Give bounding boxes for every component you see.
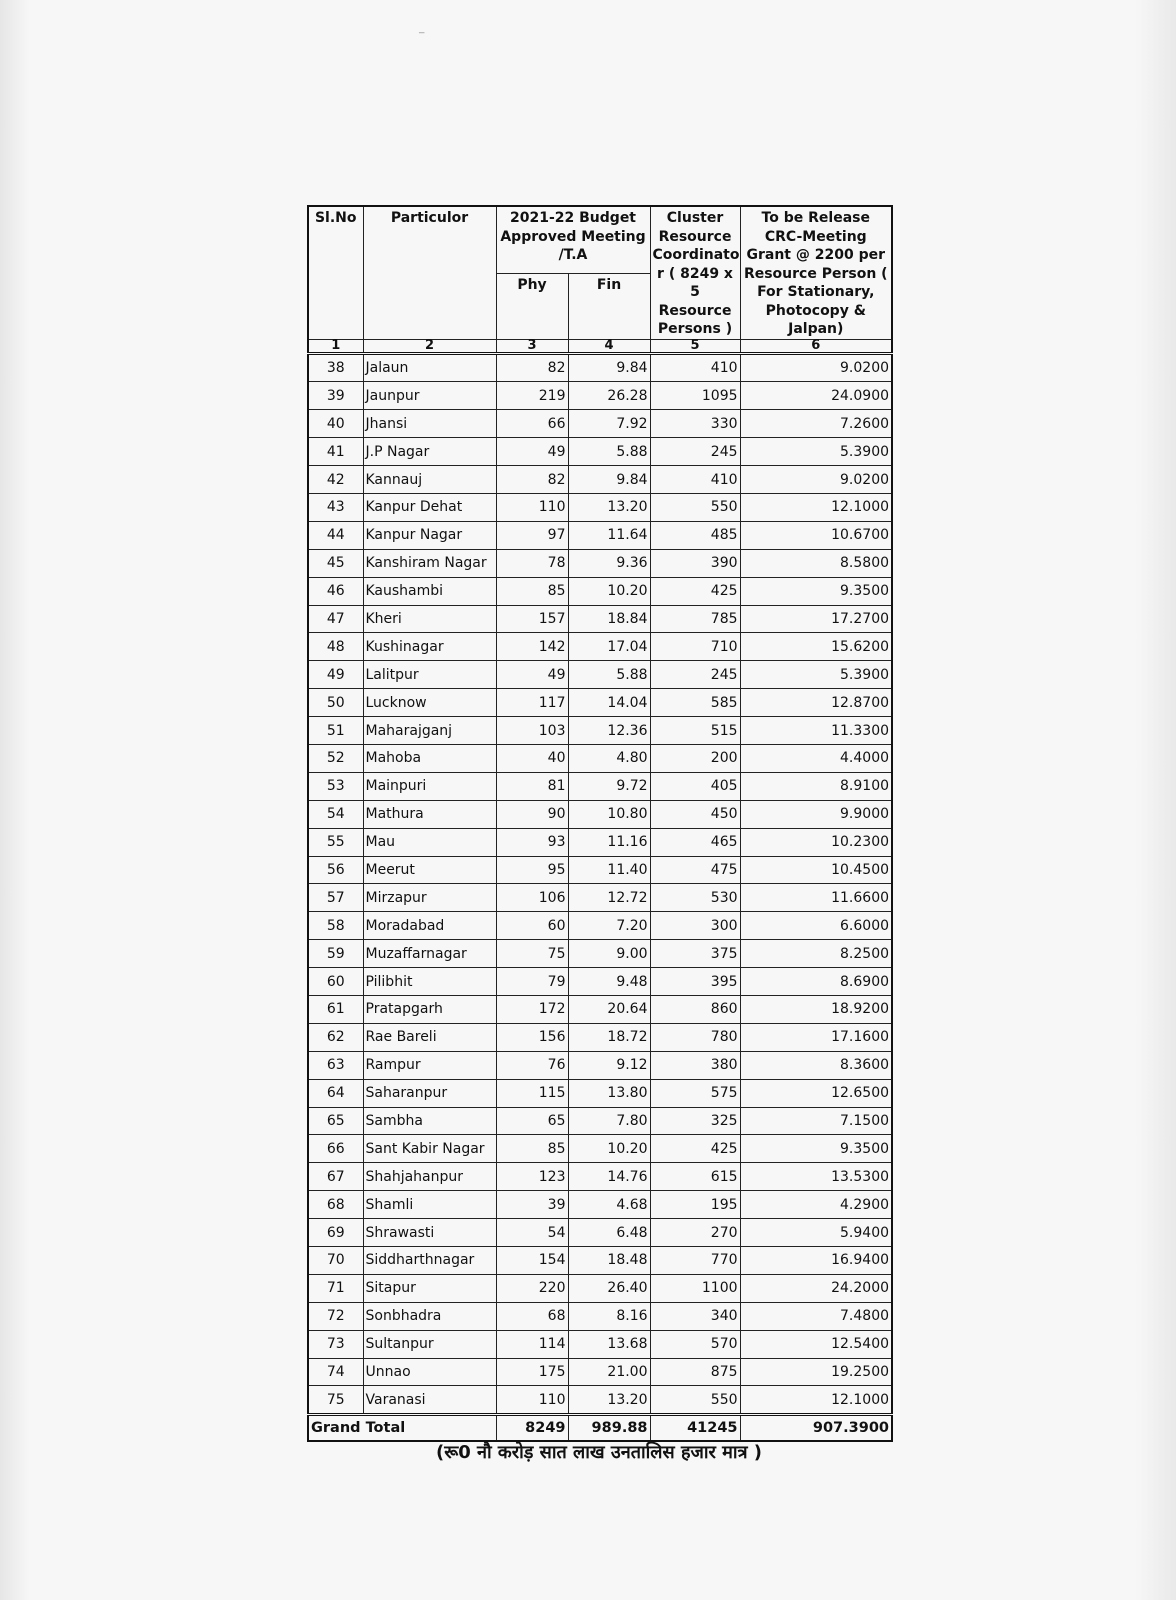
row-sl-no: 45 bbox=[308, 549, 363, 577]
row-sl-no: 59 bbox=[308, 940, 363, 968]
row-release: 12.8700 bbox=[740, 689, 892, 717]
row-phy: 115 bbox=[496, 1079, 568, 1107]
row-fin: 13.20 bbox=[568, 493, 650, 521]
row-phy: 114 bbox=[496, 1330, 568, 1358]
row-fin: 7.20 bbox=[568, 912, 650, 940]
row-crc: 485 bbox=[650, 521, 740, 549]
row-fin: 9.84 bbox=[568, 353, 650, 382]
row-phy: 110 bbox=[496, 493, 568, 521]
table-row bbox=[308, 1079, 892, 1107]
row-crc: 380 bbox=[650, 1051, 740, 1079]
table-row bbox=[308, 800, 892, 828]
row-crc: 615 bbox=[650, 1163, 740, 1191]
row-fin: 4.80 bbox=[568, 744, 650, 772]
row-fin: 14.76 bbox=[568, 1163, 650, 1191]
row-crc: 770 bbox=[650, 1247, 740, 1275]
row-crc: 710 bbox=[650, 633, 740, 661]
row-fin: 13.20 bbox=[568, 1386, 650, 1415]
table-row bbox=[308, 1023, 892, 1051]
table-row bbox=[308, 772, 892, 800]
row-release: 18.9200 bbox=[740, 995, 892, 1023]
row-district-name: Muzaffarnagar bbox=[363, 940, 496, 968]
row-sl-no: 57 bbox=[308, 884, 363, 912]
row-crc: 245 bbox=[650, 438, 740, 466]
row-release: 4.2900 bbox=[740, 1191, 892, 1219]
table-row bbox=[308, 1247, 892, 1275]
row-phy: 40 bbox=[496, 744, 568, 772]
row-phy: 123 bbox=[496, 1163, 568, 1191]
row-district-name: Pratapgarh bbox=[363, 995, 496, 1023]
row-release: 15.6200 bbox=[740, 633, 892, 661]
row-crc: 195 bbox=[650, 1191, 740, 1219]
row-crc: 860 bbox=[650, 995, 740, 1023]
table-row bbox=[308, 744, 892, 772]
row-phy: 172 bbox=[496, 995, 568, 1023]
row-crc: 530 bbox=[650, 884, 740, 912]
row-phy: 75 bbox=[496, 940, 568, 968]
row-sl-no: 53 bbox=[308, 772, 363, 800]
row-crc: 330 bbox=[650, 410, 740, 438]
row-fin: 11.16 bbox=[568, 828, 650, 856]
row-release: 11.3300 bbox=[740, 717, 892, 745]
table-row bbox=[308, 884, 892, 912]
row-release: 9.3500 bbox=[740, 577, 892, 605]
row-crc: 425 bbox=[650, 577, 740, 605]
table-row bbox=[308, 1358, 892, 1386]
row-release: 19.2500 bbox=[740, 1358, 892, 1386]
row-fin: 17.04 bbox=[568, 633, 650, 661]
row-district-name: Siddharthnagar bbox=[363, 1247, 496, 1275]
row-release: 24.2000 bbox=[740, 1274, 892, 1302]
row-phy: 154 bbox=[496, 1247, 568, 1275]
row-district-name: Kanpur Dehat bbox=[363, 493, 496, 521]
grand-total-label: Grand Total bbox=[308, 1415, 496, 1442]
row-crc: 410 bbox=[650, 466, 740, 494]
row-release: 24.0900 bbox=[740, 382, 892, 410]
table-row bbox=[308, 577, 892, 605]
row-sl-no: 65 bbox=[308, 1107, 363, 1135]
row-district-name: Mainpuri bbox=[363, 772, 496, 800]
row-crc: 425 bbox=[650, 1135, 740, 1163]
row-sl-no: 67 bbox=[308, 1163, 363, 1191]
header-release: To be Release CRC-Meeting Grant @ 2200 per Resource Person ( For Stationary, Photocopy & Jalpan) bbox=[740, 206, 892, 339]
row-crc: 875 bbox=[650, 1358, 740, 1386]
table-row bbox=[308, 1163, 892, 1191]
table-row bbox=[308, 1274, 892, 1302]
row-crc: 550 bbox=[650, 493, 740, 521]
row-release: 7.4800 bbox=[740, 1302, 892, 1330]
row-crc: 245 bbox=[650, 661, 740, 689]
grand-total-release: 907.3900 bbox=[740, 1415, 892, 1442]
row-sl-no: 70 bbox=[308, 1247, 363, 1275]
row-release: 17.1600 bbox=[740, 1023, 892, 1051]
row-district-name: Unnao bbox=[363, 1358, 496, 1386]
table-row bbox=[308, 410, 892, 438]
crc-grant-table bbox=[307, 205, 893, 1442]
table-row bbox=[308, 1191, 892, 1219]
row-phy: 66 bbox=[496, 410, 568, 438]
row-crc: 390 bbox=[650, 549, 740, 577]
row-fin: 7.80 bbox=[568, 1107, 650, 1135]
row-district-name: Jhansi bbox=[363, 410, 496, 438]
row-district-name: Shamli bbox=[363, 1191, 496, 1219]
header-fin: Fin bbox=[568, 274, 650, 339]
row-crc: 570 bbox=[650, 1330, 740, 1358]
table-row bbox=[308, 493, 892, 521]
row-fin: 11.40 bbox=[568, 856, 650, 884]
table-row bbox=[308, 912, 892, 940]
row-crc: 340 bbox=[650, 1302, 740, 1330]
row-fin: 13.68 bbox=[568, 1330, 650, 1358]
row-release: 9.0200 bbox=[740, 466, 892, 494]
row-release: 13.5300 bbox=[740, 1163, 892, 1191]
row-phy: 68 bbox=[496, 1302, 568, 1330]
table-row bbox=[308, 1051, 892, 1079]
row-district-name: Kaushambi bbox=[363, 577, 496, 605]
scan-edge-right bbox=[1136, 0, 1176, 1600]
column-number: 3 bbox=[496, 339, 568, 353]
row-sl-no: 64 bbox=[308, 1079, 363, 1107]
table-row bbox=[308, 382, 892, 410]
row-crc: 785 bbox=[650, 605, 740, 633]
row-sl-no: 73 bbox=[308, 1330, 363, 1358]
row-phy: 60 bbox=[496, 912, 568, 940]
row-sl-no: 49 bbox=[308, 661, 363, 689]
column-number-row bbox=[308, 339, 892, 353]
table-row bbox=[308, 661, 892, 689]
row-phy: 93 bbox=[496, 828, 568, 856]
row-release: 5.3900 bbox=[740, 438, 892, 466]
row-phy: 39 bbox=[496, 1191, 568, 1219]
column-number: 1 bbox=[308, 339, 363, 353]
row-sl-no: 44 bbox=[308, 521, 363, 549]
row-crc: 515 bbox=[650, 717, 740, 745]
table-row bbox=[308, 466, 892, 494]
row-phy: 65 bbox=[496, 1107, 568, 1135]
row-phy: 95 bbox=[496, 856, 568, 884]
row-release: 12.6500 bbox=[740, 1079, 892, 1107]
row-sl-no: 74 bbox=[308, 1358, 363, 1386]
row-phy: 90 bbox=[496, 800, 568, 828]
table-row bbox=[308, 1135, 892, 1163]
row-sl-no: 62 bbox=[308, 1023, 363, 1051]
row-sl-no: 75 bbox=[308, 1386, 363, 1415]
row-sl-no: 40 bbox=[308, 410, 363, 438]
row-sl-no: 50 bbox=[308, 689, 363, 717]
row-fin: 10.20 bbox=[568, 577, 650, 605]
row-district-name: Jaunpur bbox=[363, 382, 496, 410]
row-fin: 18.48 bbox=[568, 1247, 650, 1275]
row-crc: 1100 bbox=[650, 1274, 740, 1302]
table-row bbox=[308, 1386, 892, 1415]
row-phy: 175 bbox=[496, 1358, 568, 1386]
row-district-name: Mau bbox=[363, 828, 496, 856]
row-phy: 103 bbox=[496, 717, 568, 745]
row-district-name: Maharajganj bbox=[363, 717, 496, 745]
row-phy: 82 bbox=[496, 353, 568, 382]
table-row bbox=[308, 1302, 892, 1330]
row-sl-no: 55 bbox=[308, 828, 363, 856]
row-phy: 97 bbox=[496, 521, 568, 549]
row-crc: 325 bbox=[650, 1107, 740, 1135]
row-sl-no: 63 bbox=[308, 1051, 363, 1079]
row-crc: 585 bbox=[650, 689, 740, 717]
table-row bbox=[308, 1219, 892, 1247]
row-crc: 450 bbox=[650, 800, 740, 828]
row-district-name: Kanshiram Nagar bbox=[363, 549, 496, 577]
row-sl-no: 52 bbox=[308, 744, 363, 772]
row-fin: 13.80 bbox=[568, 1079, 650, 1107]
row-crc: 270 bbox=[650, 1219, 740, 1247]
column-number: 6 bbox=[740, 339, 892, 353]
column-number: 2 bbox=[363, 339, 496, 353]
row-district-name: Sitapur bbox=[363, 1274, 496, 1302]
row-release: 8.2500 bbox=[740, 940, 892, 968]
row-district-name: Jalaun bbox=[363, 353, 496, 382]
row-fin: 20.64 bbox=[568, 995, 650, 1023]
row-release: 7.2600 bbox=[740, 410, 892, 438]
row-phy: 157 bbox=[496, 605, 568, 633]
row-fin: 4.68 bbox=[568, 1191, 650, 1219]
row-release: 5.9400 bbox=[740, 1219, 892, 1247]
table-body bbox=[308, 353, 892, 1415]
row-phy: 49 bbox=[496, 661, 568, 689]
row-release: 11.6600 bbox=[740, 884, 892, 912]
row-district-name: Mahoba bbox=[363, 744, 496, 772]
row-phy: 156 bbox=[496, 1023, 568, 1051]
row-crc: 550 bbox=[650, 1386, 740, 1415]
row-release: 7.1500 bbox=[740, 1107, 892, 1135]
row-sl-no: 48 bbox=[308, 633, 363, 661]
row-district-name: Kanpur Nagar bbox=[363, 521, 496, 549]
row-fin: 26.28 bbox=[568, 382, 650, 410]
row-crc: 780 bbox=[650, 1023, 740, 1051]
amount-in-words: (रू0 नौ करोड़ सात लाख उनतालिस हजार मात्र ) bbox=[435, 1442, 762, 1463]
row-district-name: Mathura bbox=[363, 800, 496, 828]
row-district-name: Sonbhadra bbox=[363, 1302, 496, 1330]
grand-total-crc: 41245 bbox=[650, 1415, 740, 1442]
row-district-name: Kheri bbox=[363, 605, 496, 633]
row-crc: 575 bbox=[650, 1079, 740, 1107]
row-sl-no: 56 bbox=[308, 856, 363, 884]
row-fin: 5.88 bbox=[568, 438, 650, 466]
table-row bbox=[308, 549, 892, 577]
row-release: 17.2700 bbox=[740, 605, 892, 633]
row-fin: 11.64 bbox=[568, 521, 650, 549]
row-release: 12.5400 bbox=[740, 1330, 892, 1358]
row-district-name: Lucknow bbox=[363, 689, 496, 717]
row-crc: 1095 bbox=[650, 382, 740, 410]
grand-total-row bbox=[308, 1415, 892, 1442]
row-district-name: Rae Bareli bbox=[363, 1023, 496, 1051]
grand-total-phy: 8249 bbox=[496, 1415, 568, 1442]
table-row bbox=[308, 1107, 892, 1135]
table-row bbox=[308, 717, 892, 745]
header-particular: Particulor bbox=[363, 206, 496, 339]
row-release: 9.9000 bbox=[740, 800, 892, 828]
row-fin: 10.20 bbox=[568, 1135, 650, 1163]
row-sl-no: 51 bbox=[308, 717, 363, 745]
scan-mark: ⁻ bbox=[418, 28, 426, 44]
row-sl-no: 66 bbox=[308, 1135, 363, 1163]
scan-edge-left bbox=[0, 0, 30, 1600]
row-crc: 200 bbox=[650, 744, 740, 772]
row-district-name: Shahjahanpur bbox=[363, 1163, 496, 1191]
row-sl-no: 68 bbox=[308, 1191, 363, 1219]
row-fin: 21.00 bbox=[568, 1358, 650, 1386]
row-district-name: Saharanpur bbox=[363, 1079, 496, 1107]
row-crc: 405 bbox=[650, 772, 740, 800]
row-release: 9.0200 bbox=[740, 353, 892, 382]
table-row bbox=[308, 521, 892, 549]
row-district-name: J.P Nagar bbox=[363, 438, 496, 466]
row-fin: 9.72 bbox=[568, 772, 650, 800]
row-fin: 26.40 bbox=[568, 1274, 650, 1302]
row-district-name: Pilibhit bbox=[363, 968, 496, 996]
row-fin: 9.12 bbox=[568, 1051, 650, 1079]
row-release: 8.5800 bbox=[740, 549, 892, 577]
row-district-name: Sant Kabir Nagar bbox=[363, 1135, 496, 1163]
row-fin: 18.72 bbox=[568, 1023, 650, 1051]
row-fin: 8.16 bbox=[568, 1302, 650, 1330]
row-release: 12.1000 bbox=[740, 1386, 892, 1415]
header-phy: Phy bbox=[496, 274, 568, 339]
row-district-name: Kannauj bbox=[363, 466, 496, 494]
row-sl-no: 43 bbox=[308, 493, 363, 521]
table-row bbox=[308, 605, 892, 633]
row-release: 8.9100 bbox=[740, 772, 892, 800]
row-fin: 7.92 bbox=[568, 410, 650, 438]
row-sl-no: 69 bbox=[308, 1219, 363, 1247]
row-fin: 9.00 bbox=[568, 940, 650, 968]
row-release: 6.6000 bbox=[740, 912, 892, 940]
row-phy: 54 bbox=[496, 1219, 568, 1247]
row-fin: 10.80 bbox=[568, 800, 650, 828]
table-row bbox=[308, 353, 892, 382]
row-fin: 6.48 bbox=[568, 1219, 650, 1247]
table-row bbox=[308, 968, 892, 996]
row-sl-no: 60 bbox=[308, 968, 363, 996]
row-crc: 465 bbox=[650, 828, 740, 856]
table-row bbox=[308, 689, 892, 717]
table-row bbox=[308, 828, 892, 856]
column-number: 5 bbox=[650, 339, 740, 353]
row-release: 9.3500 bbox=[740, 1135, 892, 1163]
row-phy: 106 bbox=[496, 884, 568, 912]
table-row bbox=[308, 940, 892, 968]
row-district-name: Sambha bbox=[363, 1107, 496, 1135]
row-district-name: Shrawasti bbox=[363, 1219, 496, 1247]
row-release: 4.4000 bbox=[740, 744, 892, 772]
row-fin: 9.36 bbox=[568, 549, 650, 577]
header-sl-no: Sl.No bbox=[308, 206, 363, 339]
row-phy: 82 bbox=[496, 466, 568, 494]
row-crc: 395 bbox=[650, 968, 740, 996]
column-number: 4 bbox=[568, 339, 650, 353]
row-crc: 410 bbox=[650, 353, 740, 382]
row-sl-no: 39 bbox=[308, 382, 363, 410]
row-fin: 12.36 bbox=[568, 717, 650, 745]
row-sl-no: 38 bbox=[308, 353, 363, 382]
row-fin: 12.72 bbox=[568, 884, 650, 912]
row-sl-no: 46 bbox=[308, 577, 363, 605]
row-district-name: Varanasi bbox=[363, 1386, 496, 1415]
row-release: 10.6700 bbox=[740, 521, 892, 549]
row-phy: 219 bbox=[496, 382, 568, 410]
row-sl-no: 58 bbox=[308, 912, 363, 940]
row-phy: 142 bbox=[496, 633, 568, 661]
row-fin: 14.04 bbox=[568, 689, 650, 717]
row-release: 8.6900 bbox=[740, 968, 892, 996]
table-row bbox=[308, 438, 892, 466]
row-release: 16.9400 bbox=[740, 1247, 892, 1275]
row-district-name: Moradabad bbox=[363, 912, 496, 940]
row-district-name: Meerut bbox=[363, 856, 496, 884]
row-phy: 220 bbox=[496, 1274, 568, 1302]
row-district-name: Sultanpur bbox=[363, 1330, 496, 1358]
row-release: 10.2300 bbox=[740, 828, 892, 856]
row-sl-no: 72 bbox=[308, 1302, 363, 1330]
row-sl-no: 41 bbox=[308, 438, 363, 466]
grand-total-fin: 989.88 bbox=[568, 1415, 650, 1442]
row-district-name: Lalitpur bbox=[363, 661, 496, 689]
row-phy: 78 bbox=[496, 549, 568, 577]
row-sl-no: 47 bbox=[308, 605, 363, 633]
row-district-name: Mirzapur bbox=[363, 884, 496, 912]
row-phy: 49 bbox=[496, 438, 568, 466]
row-sl-no: 61 bbox=[308, 995, 363, 1023]
row-sl-no: 42 bbox=[308, 466, 363, 494]
row-release: 5.3900 bbox=[740, 661, 892, 689]
row-phy: 81 bbox=[496, 772, 568, 800]
row-phy: 79 bbox=[496, 968, 568, 996]
row-district-name: Kushinagar bbox=[363, 633, 496, 661]
header-budget-group: 2021-22 Budget Approved Meeting /T.A bbox=[496, 206, 650, 274]
row-fin: 9.48 bbox=[568, 968, 650, 996]
row-phy: 117 bbox=[496, 689, 568, 717]
row-crc: 300 bbox=[650, 912, 740, 940]
row-sl-no: 54 bbox=[308, 800, 363, 828]
row-district-name: Rampur bbox=[363, 1051, 496, 1079]
row-crc: 375 bbox=[650, 940, 740, 968]
row-fin: 5.88 bbox=[568, 661, 650, 689]
budget-table-container bbox=[307, 205, 891, 1442]
row-fin: 18.84 bbox=[568, 605, 650, 633]
row-phy: 76 bbox=[496, 1051, 568, 1079]
row-sl-no: 71 bbox=[308, 1274, 363, 1302]
row-phy: 85 bbox=[496, 577, 568, 605]
row-crc: 475 bbox=[650, 856, 740, 884]
row-release: 10.4500 bbox=[740, 856, 892, 884]
table-row bbox=[308, 856, 892, 884]
table-row bbox=[308, 633, 892, 661]
row-fin: 9.84 bbox=[568, 466, 650, 494]
header-crc: Cluster Resource Coordinato r ( 8249 x 5 Resource Persons ) bbox=[650, 206, 740, 339]
row-phy: 85 bbox=[496, 1135, 568, 1163]
row-release: 12.1000 bbox=[740, 493, 892, 521]
table-row bbox=[308, 1330, 892, 1358]
row-phy: 110 bbox=[496, 1386, 568, 1415]
table-row bbox=[308, 995, 892, 1023]
row-release: 8.3600 bbox=[740, 1051, 892, 1079]
